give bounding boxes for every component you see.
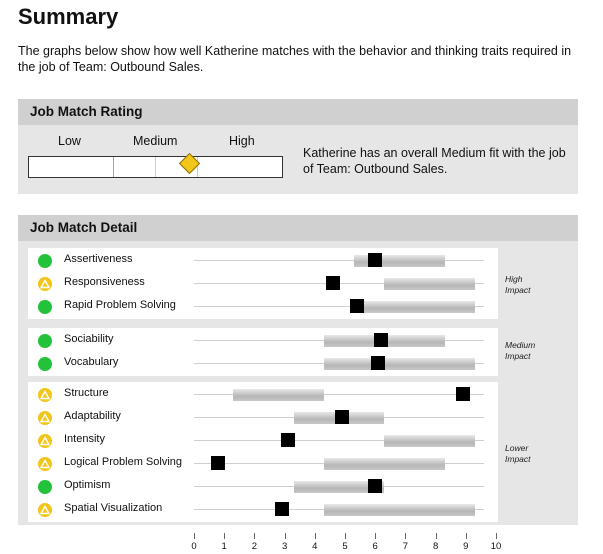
warning-triangle-icon xyxy=(38,457,52,471)
trait-row xyxy=(28,249,498,272)
axis-tick-label: 2 xyxy=(251,541,258,552)
match-circle-icon xyxy=(38,254,52,268)
trait-row xyxy=(28,406,498,429)
trait-row xyxy=(28,383,498,406)
score-marker xyxy=(456,387,470,401)
trait-name: Rapid Problem Solving xyxy=(64,299,176,311)
axis-tick-label: 4 xyxy=(312,541,318,552)
rating-label-low: Low xyxy=(58,134,81,148)
score-marker xyxy=(326,276,340,290)
trait-name: Responsiveness xyxy=(64,276,145,288)
trait-group xyxy=(28,382,498,522)
match-circle-icon xyxy=(38,334,52,348)
target-range-bar xyxy=(384,435,475,447)
axis-tick-label: 6 xyxy=(372,541,378,552)
score-marker xyxy=(368,479,382,493)
axis-tick-label: 1 xyxy=(221,541,227,552)
axis-tick xyxy=(224,533,225,539)
warning-triangle-icon xyxy=(38,503,52,517)
axis-tick-label: 7 xyxy=(402,541,409,552)
score-marker xyxy=(281,433,295,447)
match-circle-icon xyxy=(38,357,52,371)
warning-triangle-icon xyxy=(38,434,52,448)
target-range-bar xyxy=(233,389,324,401)
axis-tick-label: 3 xyxy=(281,541,288,552)
impact-label: Lower Impact xyxy=(505,443,531,464)
trait-name: Structure xyxy=(64,387,109,399)
axis-tick-label: 0 xyxy=(191,541,197,552)
axis-tick xyxy=(345,533,346,539)
axis-tick xyxy=(405,533,406,539)
score-marker xyxy=(275,502,289,516)
rating-label-medium: Medium xyxy=(133,134,178,148)
trait-row xyxy=(28,295,498,318)
trait-row xyxy=(28,329,498,352)
target-range-bar xyxy=(324,358,475,370)
axis-tick-label: 5 xyxy=(342,541,348,552)
detail-heading: Job Match Detail xyxy=(18,215,578,241)
trait-row xyxy=(28,272,498,295)
score-marker xyxy=(371,356,385,370)
target-range-bar xyxy=(384,278,475,290)
axis-tick xyxy=(315,533,316,539)
trait-row xyxy=(28,352,498,375)
axis-tick xyxy=(254,533,255,539)
axis-tick-label: 8 xyxy=(432,541,439,552)
axis-tick-label: 9 xyxy=(463,541,469,552)
rating-heading: Job Match Rating xyxy=(18,99,578,125)
axis-tick xyxy=(285,533,286,539)
axis-tick xyxy=(194,533,195,539)
trait-row xyxy=(28,452,498,475)
axis-tick xyxy=(496,533,497,539)
warning-triangle-icon xyxy=(38,277,52,291)
impact-label: High Impact xyxy=(505,274,531,295)
impact-label: Medium Impact xyxy=(505,340,536,361)
match-circle-icon xyxy=(38,300,52,314)
trait-row xyxy=(28,498,498,521)
trait-group xyxy=(28,248,498,319)
warning-triangle-icon xyxy=(38,411,52,425)
rating-scale xyxy=(28,156,283,178)
job-match-detail-panel xyxy=(18,215,578,525)
score-marker xyxy=(368,253,382,267)
axis-tick xyxy=(436,533,437,539)
axis-tick xyxy=(375,533,376,539)
rating-label-high: High xyxy=(229,134,255,148)
trait-name: Intensity xyxy=(64,433,105,445)
warning-triangle-icon xyxy=(38,388,52,402)
axis-tick xyxy=(466,533,467,539)
trait-group xyxy=(28,328,498,376)
trait-name: Assertiveness xyxy=(64,253,133,265)
trait-name: Sociability xyxy=(64,333,114,345)
page-title: Summary xyxy=(18,4,119,29)
score-marker xyxy=(335,410,349,424)
scale-divider xyxy=(155,157,156,177)
target-range-bar xyxy=(354,301,475,313)
trait-name: Logical Problem Solving xyxy=(64,456,183,468)
scale-divider xyxy=(113,157,114,177)
score-marker xyxy=(374,333,388,347)
match-circle-icon xyxy=(38,480,52,494)
score-marker xyxy=(350,299,364,313)
target-range-bar xyxy=(324,504,475,516)
target-range-bar xyxy=(324,458,445,470)
axis-tick-label: 10 xyxy=(490,541,502,552)
score-marker xyxy=(211,456,225,470)
trait-row xyxy=(28,429,498,452)
trait-row xyxy=(28,475,498,498)
trait-name: Optimism xyxy=(64,479,111,491)
fit-description: Katherine has an overall Medium fit with the job of Team: Outbound Sales. xyxy=(303,146,566,176)
trait-name: Adaptability xyxy=(64,410,121,422)
intro-text: The graphs below show how well Katherine matches with the behavior and thinking traits required in the job of Team: Outbound Sales. xyxy=(18,44,572,74)
job-match-rating-panel xyxy=(18,99,578,194)
trait-name: Spatial Visualization xyxy=(64,502,163,514)
trait-name: Vocabulary xyxy=(64,356,119,368)
